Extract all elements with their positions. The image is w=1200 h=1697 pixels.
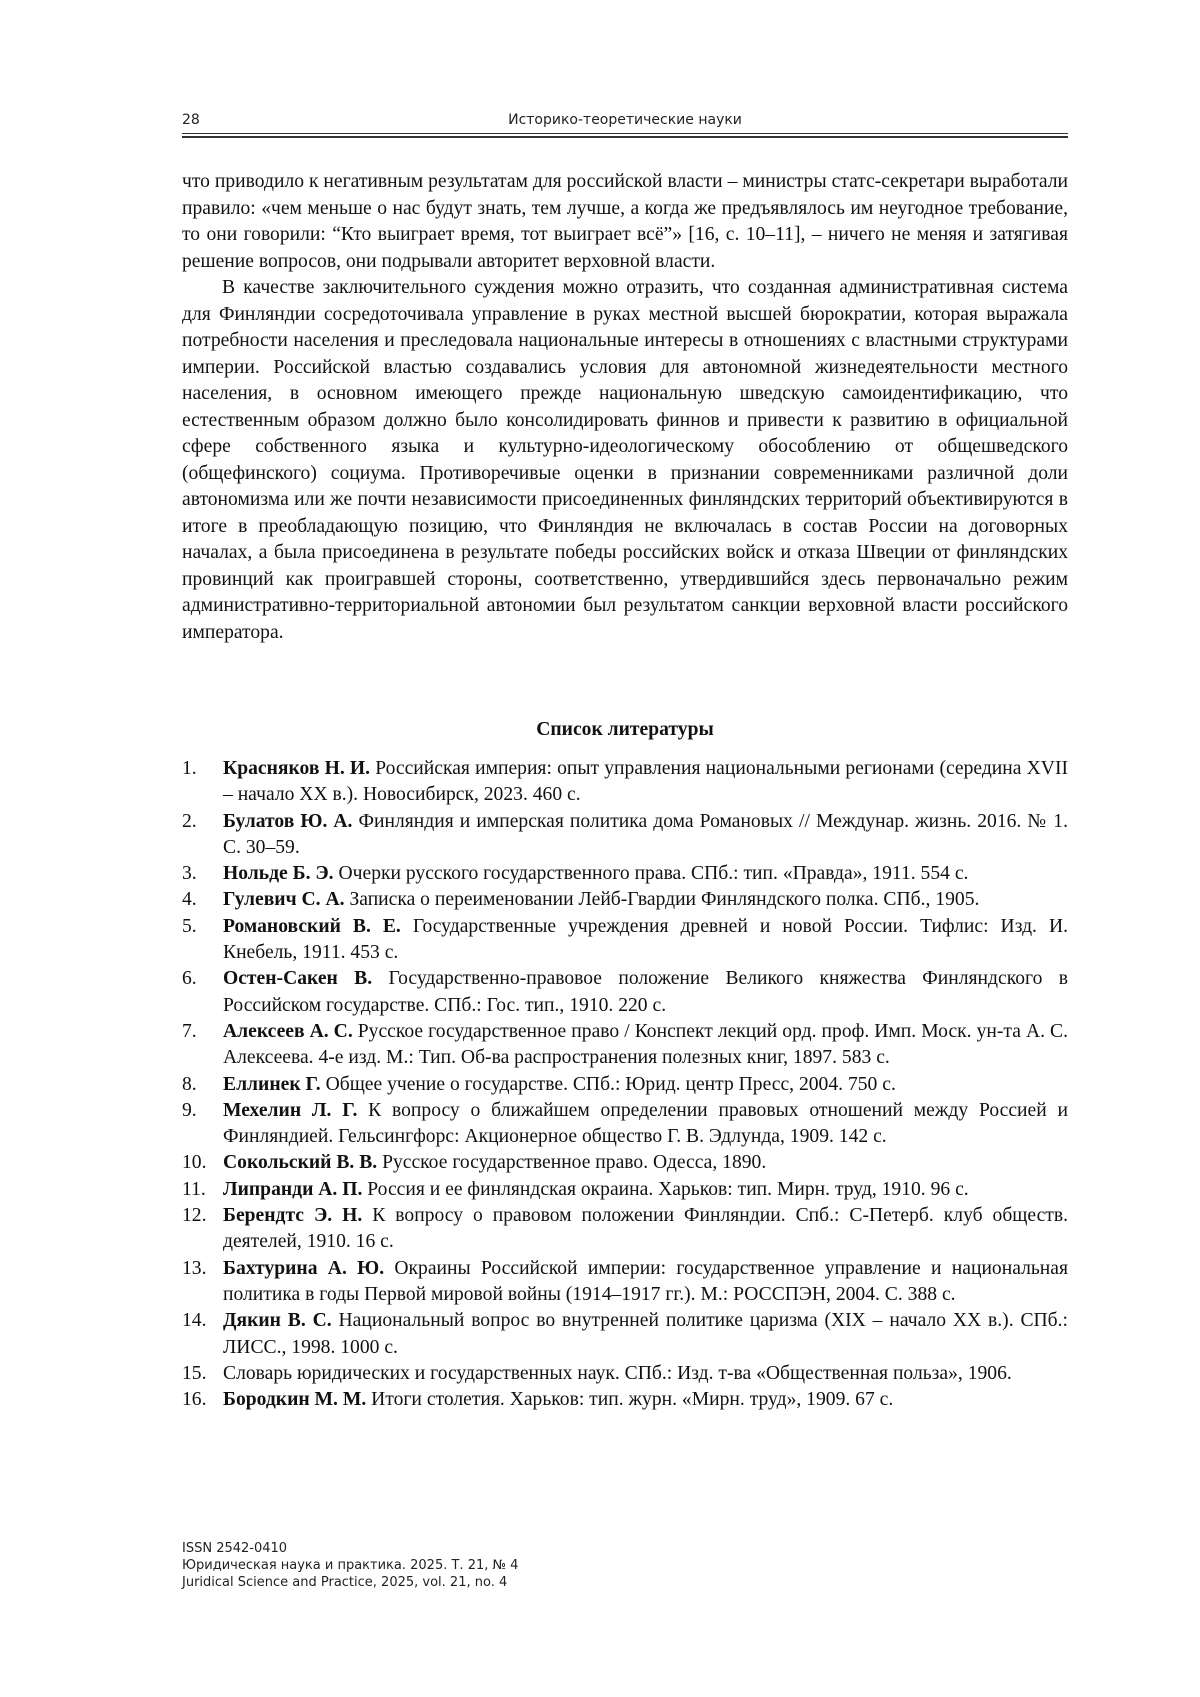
reference-author: Бахтурина А. Ю.: [223, 1257, 385, 1279]
reference-item: [182, 1256, 1068, 1309]
page-number: 28: [182, 112, 200, 128]
reference-number: 16.: [182, 1389, 207, 1411]
reference-author: Берендтс Э. Н.: [223, 1205, 363, 1227]
reference-item: [182, 1019, 1068, 1072]
reference-number: 3.: [182, 863, 197, 885]
reference-number: 2.: [182, 810, 197, 832]
reference-text: Государственные учреждения древней и новой России. Тифлис: Изд. И. Кнебель, 1911. 453 с.: [223, 915, 1068, 964]
reference-item: [182, 887, 1068, 913]
reference-number: 6.: [182, 968, 197, 990]
reference-text: Словарь юридических и государственных наук. СПб.: Изд. т-ва «Общественная польза», 1906.: [223, 1362, 1012, 1384]
reference-number: 15.: [182, 1362, 207, 1384]
body-text: [182, 169, 1068, 646]
running-header: [182, 112, 1068, 132]
reference-item: [182, 1308, 1068, 1361]
reference-text: Россия и ее финляндская окраина. Харьков: тип. Мирн. труд, 1910. 96 с.: [362, 1178, 969, 1200]
reference-text: Национальный вопрос во внутренней политике царизма (XIX – начало XX в.). СПб.: ЛИСС., 1998. 1000 с.: [223, 1310, 1068, 1358]
reference-number: 14.: [182, 1310, 207, 1332]
page-footer: [182, 1540, 682, 1591]
running-title: Историко-теоретические науки: [508, 112, 742, 128]
reference-author: Нольде Б. Э.: [223, 863, 334, 885]
reference-text: Итоги столетия. Харьков: тип. журн. «Мирн. труд», 1909. 67 с.: [366, 1389, 894, 1411]
reference-item: [182, 1177, 1068, 1203]
paragraph-continued: что приводило к негативным результатам для российской власти – министры статс-секретари выработали правило: «чем меньше о нас будут знать, тем лучше, а когда же предъявлялось им неугодное требование, то они говорили: “Кто выиграет время, тот выиграет всё”» [16, с. 10–11], – ничего не меняя и затягивая решение вопросов, они подрывали авторитет верховной власти.: [182, 171, 1068, 272]
paragraph-conclusion: В качестве заключительного суждения можно отразить, что созданная административная система для Финляндии сосредоточивала управление в руках местной высшей бюрократии, которая выражала потребности населения и преследовала национальные интересы в отношениях с властными структурами империи. Российской властью создавались условия для автономной жизнедеятельности местного населения, в основном имеющего прежде национальную шведскую самоидентификацию, что естественным образом должно было консолидировать финнов и привести к развитию в официальной сфере собственного языка и культурно-идеологическому обособлению от общешведского (общефинского) социума. Противоречивые оценки в признании современниками различной доли автономизма или же почти независимости присоединенных финляндских территорий объективируются в итоге в преобладающую позицию, что Финляндия не включалась в состав России на договорных началах, а была присоединена в результате победы российских войск и отказа Швеции от финляндских провинций как проигравшей стороны, соответственно, утвердившийся здесь первоначально режим административно-территориальной автономии был результатом санкции верховной власти российского императора.: [182, 277, 1068, 643]
header-rule-thick: [182, 136, 1068, 138]
reference-number: 11.: [182, 1178, 206, 1200]
reference-text: Очерки русского государственного права. СПб.: тип. «Правда», 1911. 554 с.: [333, 863, 969, 885]
reference-item: [182, 756, 1068, 809]
reference-author: Мехелин Л. Г.: [223, 1099, 358, 1121]
reference-item: [182, 861, 1068, 887]
reference-number: 10.: [182, 1152, 207, 1174]
reference-number: 13.: [182, 1257, 207, 1279]
reference-author: Бородкин М. М.: [223, 1389, 367, 1411]
reference-text: Окраины Российской империи: государственное управление и национальная политика в годы Первой мировой войны (1914–1917 гг.). М.: РОССПЭН, 2004. С. 388 с.: [223, 1257, 1068, 1305]
reference-text: Государственно-правовое положение Великого княжества Финляндского в Российском государстве. СПб.: Гос. тип., 1910. 220 с.: [223, 968, 1068, 1016]
reference-author: Красняков Н. И.: [223, 758, 371, 779]
reference-item: [182, 914, 1068, 967]
reference-item: [182, 1203, 1068, 1256]
references-list: [182, 756, 1068, 1413]
reference-author: Алексеев А. С.: [223, 1020, 353, 1042]
reference-number: 5.: [182, 915, 197, 937]
reference-author: Остен-Сакен В.: [223, 968, 373, 990]
reference-author: Булатов Ю. А.: [223, 810, 353, 832]
reference-author: Романовский В. Е.: [223, 915, 401, 937]
reference-text: Русское государственное право / Конспект лекций орд. проф. Имп. Моск. ун-та А. С. Алексеева. 4-е изд. М.: Тип. Об-ва распространения полезных книг, 1897. 583 с.: [223, 1020, 1068, 1069]
reference-number: 8.: [182, 1073, 197, 1095]
reference-text: К вопросу о ближайшем определении правовых отношений между Россией и Финляндией. Гельсингфорс: Акционерное общество Г. В. Эдлунда, 1909. 142 с.: [223, 1099, 1068, 1148]
references-heading: Список литературы: [536, 719, 714, 740]
reference-item: [182, 1361, 1068, 1387]
footer-journal-ru: Юридическая наука и практика. 2025. Т. 21, № 4: [182, 1558, 519, 1573]
reference-text: Российская империя: опыт управления национальными регионами (середина XVII – начало XX в.). Новосибирск, 2023. 460 с.: [223, 758, 1069, 806]
reference-item: [182, 1098, 1068, 1151]
reference-text: К вопросу о правовом положении Финляндии. Спб.: С-Петерб. клуб обществ. деятелей, 1910. 16 с.: [223, 1205, 1068, 1253]
reference-text: Финляндия и имперская политика дома Романовых // Междунар. жизнь. 2016. № 1. С. 30–59.: [223, 810, 1069, 858]
reference-number: 9.: [182, 1099, 197, 1121]
reference-author: Липранди А. П.: [223, 1178, 363, 1200]
reference-item: [182, 809, 1068, 862]
reference-number: 4.: [182, 889, 197, 911]
reference-author: Сокольский В. В.: [223, 1152, 378, 1174]
reference-author: Дякин В. С.: [223, 1310, 332, 1332]
header-rule-thin: [182, 133, 1068, 134]
reference-text: Общее учение о государстве. СПб.: Юрид. центр Пресс, 2004. 750 с.: [320, 1073, 896, 1095]
reference-item: [182, 1150, 1068, 1176]
reference-text: Русское государственное право. Одесса, 1890.: [377, 1152, 767, 1174]
reference-text: Записка о переименовании Лейб-Гвардии Финляндского полка. СПб., 1905.: [344, 889, 980, 911]
reference-author: Еллинек Г.: [223, 1073, 321, 1095]
footer-issn: ISSN 2542-0410: [182, 1541, 288, 1556]
reference-item: [182, 1072, 1068, 1098]
footer-journal-en: Juridical Science and Practice, 2025, vol. 21, no. 4: [182, 1575, 508, 1590]
reference-number: 1.: [182, 758, 197, 779]
reference-item: [182, 1387, 1068, 1413]
reference-number: 7.: [182, 1020, 197, 1042]
reference-item: [182, 966, 1068, 1019]
reference-author: Гулевич С. А.: [223, 889, 345, 911]
reference-number: 12.: [182, 1205, 207, 1227]
